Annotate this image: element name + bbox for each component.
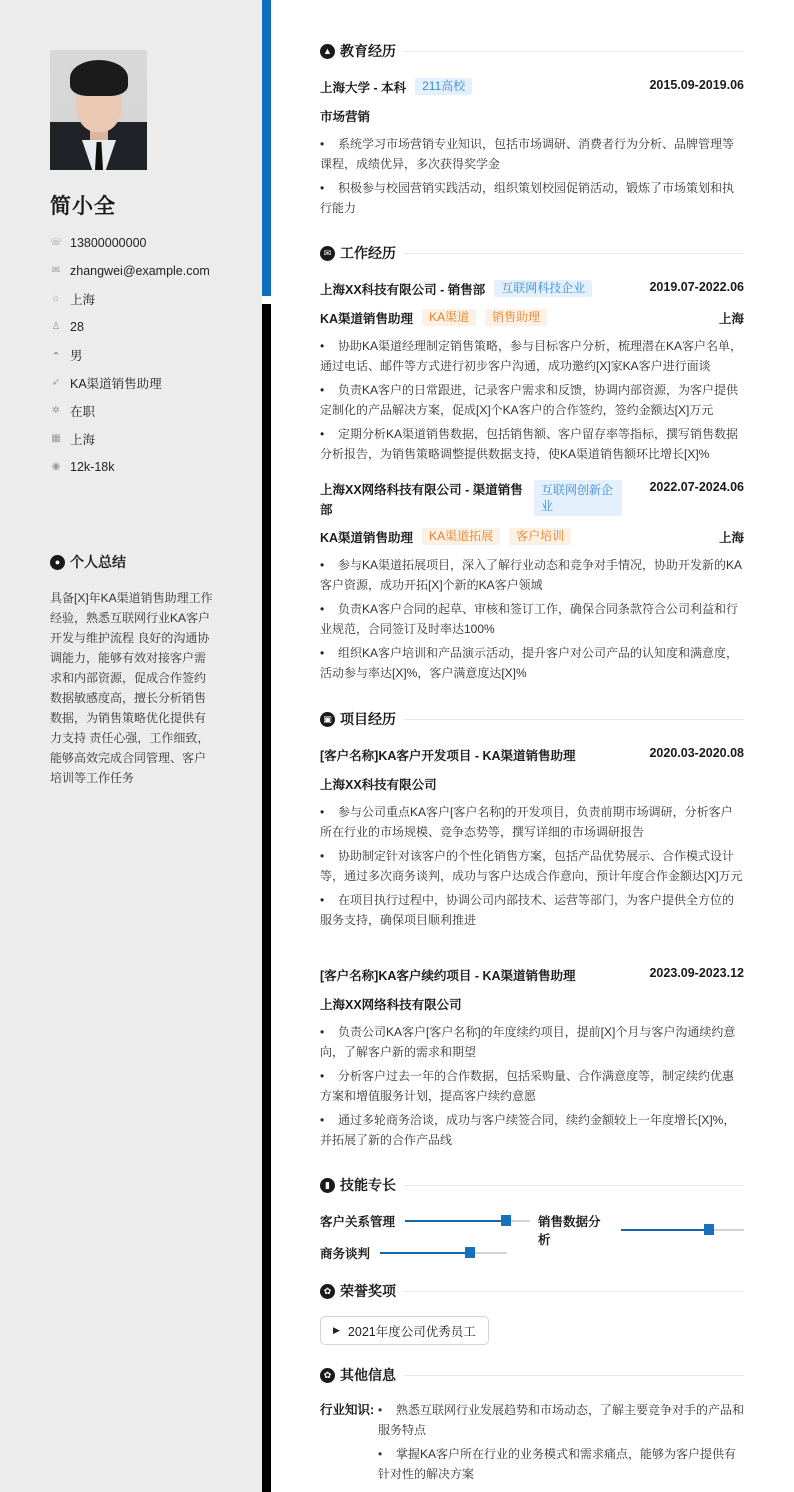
bar-chart-icon: ▮ (320, 1178, 335, 1193)
mail-icon: ✉ (51, 265, 61, 276)
role-tag: 销售助理 (485, 309, 547, 326)
info-icon: ✿ (320, 1368, 335, 1383)
age-icon: ♙ (51, 321, 61, 332)
status-icon: ✲ (51, 405, 61, 416)
divider (404, 1185, 744, 1186)
education-bullets: • 系统学习市场营销专业知识，包括市场调研、消费者行为分析、品牌管理等课程，成绩优异，多次获得奖学金 • 积极参与校园营销实践活动，组织策划校园促销活动，锻炼了市场策划和执行能力 (320, 134, 744, 218)
position-icon: ➶ (51, 377, 61, 388)
home-icon: ⌂ (52, 293, 60, 304)
salary-icon: ◉ (51, 461, 61, 472)
work-heading: ✉ 工作经历 (320, 243, 744, 263)
project-entry-1: [客户名称]KA客户开发项目 - KA渠道销售助理 2020.03-2020.08 上海XX科技有限公司 • 参与公司重点KA客户[客户名称]的开发项目，负责前期市场调研，分析客户所在行业的市场规模、竞争态势等，撰写详细的市场调研报告 • 协助制定针对该客户的个性化销售方案，包括产品优势展示、合作模式设计等，通过多次商务谈判，成功与客户达成合作意向，预计年度合作金额达[X]万元 • 在项目执行过程中，协调公司内部技术、运营等部门，为客户提供全方位的服务支持，确保项目顺利推进 (320, 746, 744, 934)
contact-info-list (50, 229, 210, 481)
role-tag: 客户培训 (509, 528, 571, 545)
skill-item: 客户关系管理 (320, 1212, 530, 1230)
divider (404, 51, 744, 52)
skill-item: 商务谈判 (320, 1244, 507, 1262)
job-entry-1: 上海XX科技有限公司 - 销售部 互联网科技企业 2019.07-2022.06 KA渠道销售助理 KA渠道 销售助理 上海 • 协助KA渠道经理制定销售策略，参与目标客户分析，梳理潜在KA客户名单，通过电话、邮件等方式进行初步客户沟通，成功邀约[X]家KA客户进行面谈 • 负责KA客户的日常跟进，记录客户需求和反馈，协调内部资源，为客户提供定制化的产品解决方案，促成[X]个KA客户的合作签约，签约金额达[X]万元 • 定期分析KA渠道销售数据，包括销售额、客户留存率等指标，撰写销售数据分析报告，为销售策略调整提供数据支持，使KA渠道销售额环比增长[X]% (320, 280, 744, 468)
education-heading: ▲ 教育经历 (320, 41, 744, 61)
skill-level-thumb (704, 1224, 714, 1235)
info-gender: ◓ 男 (50, 341, 210, 369)
education-entry (320, 78, 744, 222)
accent-stripe-black (262, 304, 271, 1492)
job-entry-2: 上海XX网络科技有限公司 - 渠道销售部 互联网创新企业 2022.07-2024.06 KA渠道销售助理 KA渠道拓展 客户培训 上海 • 参与KA渠道拓展项目，深入了解行业动态和竞争对手情况，协助开发新的KA客户资源，成功开拓[X]个新的KA客户领域 • 负责KA客户合同的起草、审核和签订工作，确保合同条款符合公司利益和行业规范，合同签订及时率达100% • 组织KA客户培训和产品演示活动，提升客户对公司产品的认知度和满意度，活动参与率达[X]%，客户满意度达[X]% (320, 480, 744, 687)
info-phone: ☏ 13800000000 (50, 236, 147, 250)
skill-level-bar (405, 1220, 530, 1222)
school-tag: 211高校 (415, 78, 472, 95)
city-icon: ▦ (51, 433, 61, 444)
job-bullets: • 参与KA渠道拓展项目，深入了解行业动态和竞争对手情况，协助开发新的KA客户资源，成功开拓[X]个新的KA客户领域 • 负责KA客户合同的起草、审核和签订工作，确保合同条款符合公司利益和行业规范，合同签订及时率达100% • 组织KA客户培训和产品演示活动，提升客户对公司产品的认知度和满意度，活动参与率达[X]%，客户满意度达[X]% (320, 555, 744, 683)
divider (404, 1291, 744, 1292)
projects-heading: ▣ 项目经历 (320, 709, 744, 729)
info-status: ✲ 在职 (51, 405, 96, 419)
skill-item: 销售数据分析 (538, 1212, 744, 1248)
summary-text: 具备[X]年KA渠道销售助理工作经验，熟悉互联网行业KA客户开发与维护流程 良好的沟通协调能力，能够有效对接客户需求和内部资源，促成合作签约 数据敏感度高，擅长分析销售数据，为销售策略优化提供有力支持 责任心强，工作细致，能够高效完成合同管理、客户培训等工作任务 (50, 591, 213, 785)
accent-stripe-blue (262, 0, 271, 296)
play-triangle-icon: ▶ (333, 1325, 340, 1335)
role-tag: KA渠道 (422, 309, 476, 326)
award-icon: ✿ (320, 1284, 335, 1299)
summary-heading: ● 个人总结 (50, 552, 126, 572)
sidebar (0, 0, 262, 1492)
skill-level-thumb (465, 1247, 475, 1258)
info-age: ♙ 28 (51, 320, 84, 334)
awards-heading: ✿ 荣誉奖项 (320, 1281, 744, 1301)
candidate-name: 简小全 (50, 195, 116, 218)
company-tag: 互联网创新企业 (534, 480, 622, 516)
briefcase-icon: ✉ (320, 246, 335, 261)
divider (404, 719, 744, 720)
grid-icon: ▣ (320, 712, 335, 727)
industry-knowledge: 行业知识: • 熟悉互联网行业发展趋势和市场动态，了解主要竞争对手的产品和服务特点 • 掌握KA客户所在行业的业务模式和需求痛点，能够为客户提供有针对性的解决方案 (320, 1400, 744, 1488)
skill-level-bar (380, 1252, 507, 1254)
accent-stripe-gap (262, 296, 271, 304)
job-bullets: • 协助KA渠道经理制定销售策略，参与目标客户分析，梳理潜在KA客户名单，通过电话、邮件等方式进行初步客户沟通，成功邀约[X]家KA客户进行面谈 • 负责KA客户的日常跟进，记录客户需求和反馈，协调内部资源，为客户提供定制化的产品解决方案，促成[X]个KA客户的合作签约，签约金额达[X]万元 • 定期分析KA渠道销售数据，包括销售额、客户留存率等指标，撰写销售数据分析报告，为销售策略调整提供数据支持，使KA渠道销售额环比增长[X]% (320, 336, 744, 464)
award-item[interactable]: ▶ 2021年度公司优秀员工 (320, 1316, 489, 1345)
divider (404, 1375, 744, 1376)
divider (404, 253, 744, 254)
info-email: ✉ zhangwei@example.com (51, 264, 210, 278)
project-entry-2: [客户名称]KA客户续约项目 - KA渠道销售助理 2023.09-2023.12 上海XX网络科技有限公司 • 负责公司KA客户[客户名称]的年度续约项目，提前[X]个月与客户沟通续约意向，了解客户新的需求和期望 • 分析客户过去一年的合作数据，包括采购量、合作满意度等，制定续约优惠方案和增值服务计划，提高客户续约意愿 • 通过多轮商务洽谈，成功与客户续签合同，续约金额较上一年度增长[X]%，并拓展了新的合作产品线 (320, 966, 744, 1154)
info-salary: ◉ 12k-18k (51, 460, 115, 474)
info-city: ▦ 上海 (51, 433, 96, 447)
info-residence: ⌂ 上海 (50, 285, 210, 313)
major: 市场营销 (320, 110, 371, 124)
gender-icon: ◓ (52, 349, 60, 360)
skill-level-thumb (501, 1215, 511, 1226)
info-position: ➶ KA渠道销售助理 (51, 377, 162, 391)
user-icon: ● (50, 555, 65, 570)
other-info-heading: ✿ 其他信息 (320, 1365, 744, 1385)
school-name: 上海大学 - 本科 (320, 81, 407, 95)
skill-level-bar (621, 1229, 744, 1231)
role-tag: KA渠道拓展 (422, 528, 500, 545)
education-period: 2015.09-2019.06 (649, 78, 744, 92)
company-tag: 互联网科技企业 (494, 280, 592, 297)
graduation-cap-icon: ▲ (320, 44, 335, 59)
skills-heading: ▮ 技能专长 (320, 1175, 744, 1195)
project-bullets: • 参与公司重点KA客户[客户名称]的开发项目，负责前期市场调研，分析客户所在行业的市场规模、竞争态势等，撰写详细的市场调研报告 • 协助制定针对该客户的个性化销售方案，包括产品优势展示、合作模式设计等，通过多次商务谈判，成功与客户达成合作意向，预计年度合作金额达[X]万元 • 在项目执行过程中，协调公司内部技术、运营等部门，为客户提供全方位的服务支持，确保项目顺利推进 (320, 802, 744, 930)
phone-icon: ☏ (50, 237, 63, 248)
project-bullets: • 负责公司KA客户[客户名称]的年度续约项目，提前[X]个月与客户沟通续约意向，了解客户新的需求和期望 • 分析客户过去一年的合作数据，包括采购量、合作满意度等，制定续约优惠方案和增值服务计划，提高客户续约意愿 • 通过多轮商务洽谈，成功与客户续签合同，续约金额较上一年度增长[X]%，并拓展了新的合作产品线 (320, 1022, 744, 1150)
profile-photo (50, 50, 147, 170)
